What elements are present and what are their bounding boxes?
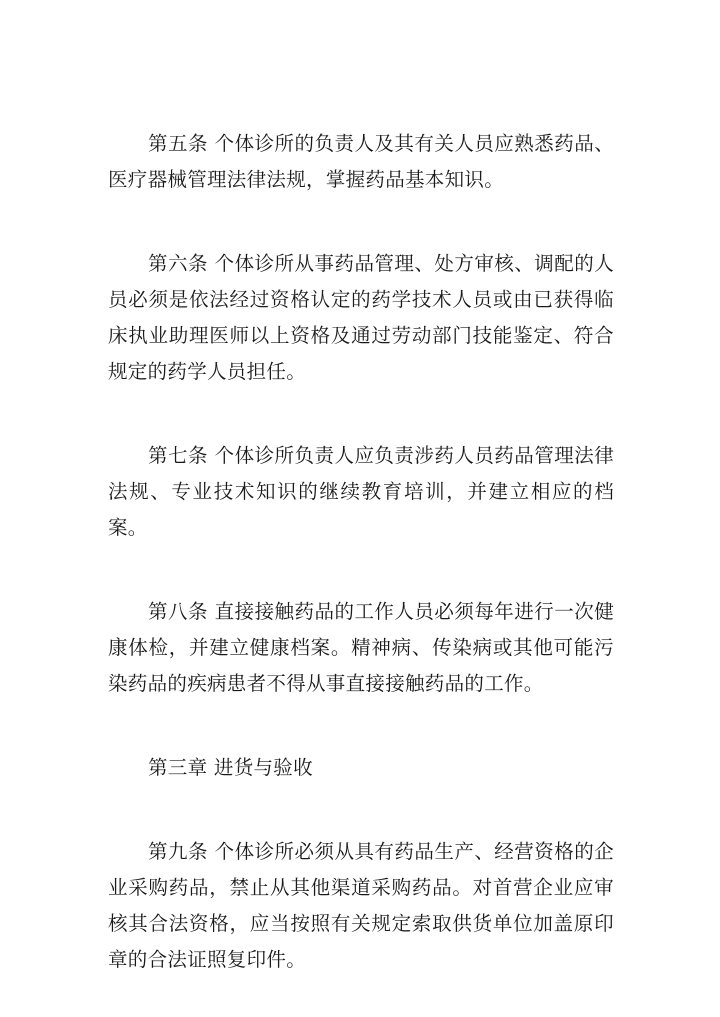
article-9-paragraph: 第九条 个体诊所必须从具有药品生产、经营资格的企业采购药品，禁止从其他渠道采购药品。对首营企业应审核其合法资格，应当按照有关规定索取供货单位加盖原印章的合法证照复印件。 bbox=[108, 840, 614, 971]
article-6-paragraph: 第六条 个体诊所从事药品管理、处方审核、调配的人员必须是依法经过资格认定的药学技术人员或由已获得临床执业助理医师以上资格及通过劳动部门技能鉴定、符合规定的药学人员担任。 bbox=[108, 252, 614, 383]
paragraph-gap bbox=[108, 702, 614, 750]
paragraph-gap bbox=[108, 390, 614, 438]
paragraph-gap bbox=[108, 546, 614, 594]
document-body bbox=[108, 126, 614, 978]
chapter-3-heading: 第三章 进货与验收 bbox=[148, 756, 313, 779]
paragraph-gap bbox=[108, 198, 614, 246]
article-7-paragraph: 第七条 个体诊所负责人应负责涉药人员药品管理法律法规、专业技术知识的继续教育培训，并建立相应的档案。 bbox=[108, 444, 614, 539]
article-5-paragraph: 第五条 个体诊所的负责人及其有关人员应熟悉药品、医疗器械管理法律法规，掌握药品基本知识。 bbox=[108, 132, 614, 191]
article-8-paragraph: 第八条 直接接触药品的工作人员必须每年进行一次健康体检，并建立健康档案。精神病、传染病或其他可能污染药品的疾病患者不得从事直接接触药品的工作。 bbox=[108, 600, 614, 695]
paragraph-gap bbox=[108, 786, 614, 834]
